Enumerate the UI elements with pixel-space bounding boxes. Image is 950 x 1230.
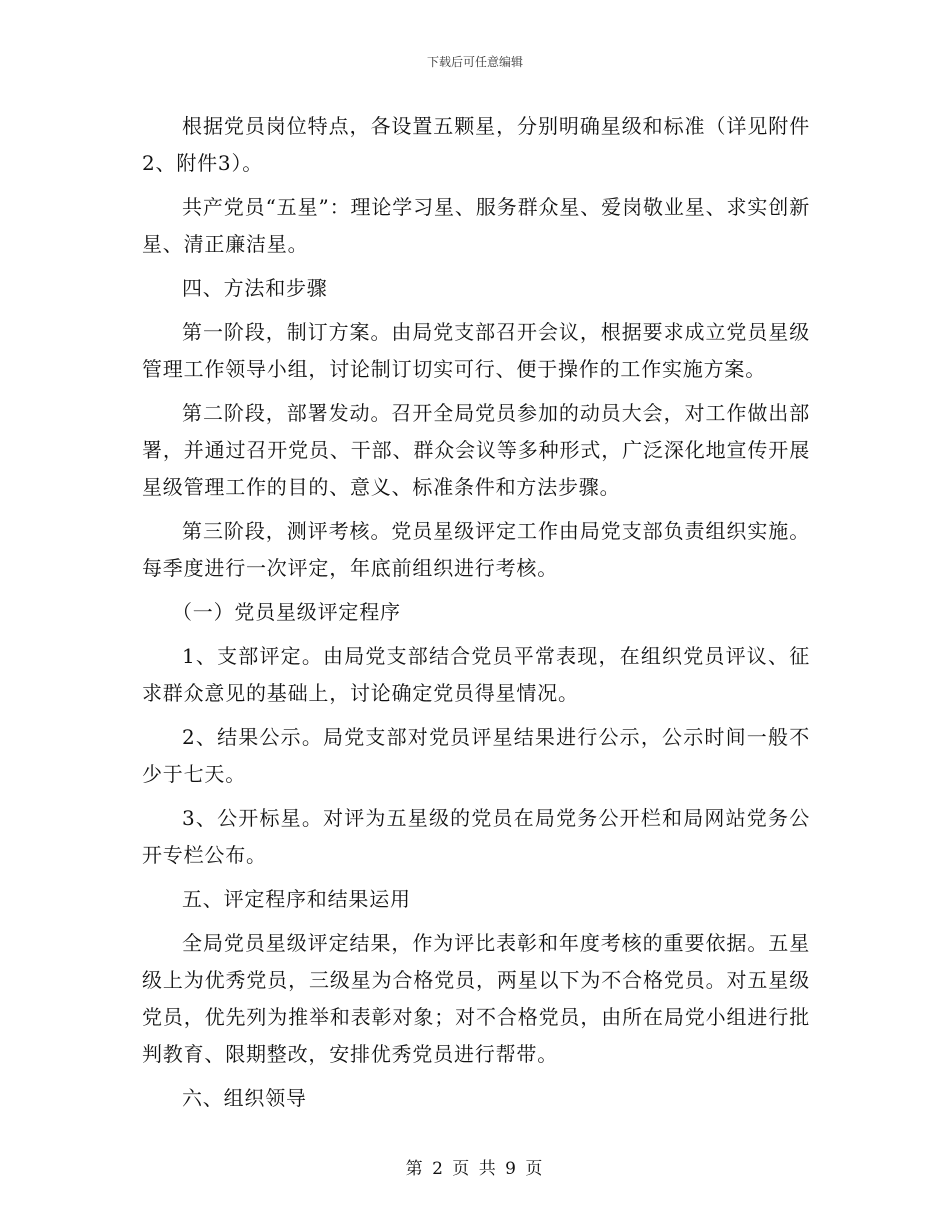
paragraph: 根据党员岗位特点，各设置五颗星，分别明确星级和标准（详见附件2、附件3）。 bbox=[142, 114, 810, 175]
paragraph: 第二阶段，部署发动。召开全局党员参加的动员大会，对工作做出部署，并通过召开党员、干部、群众会议等多种形式，广泛深化地宣传开展星级管理工作的目的、意义、标准条件和方法步骤。 bbox=[142, 401, 810, 499]
section-heading: 五、评定程序和结果运用 bbox=[182, 887, 411, 911]
subsection-heading: （一）党员星级评定程序 bbox=[172, 600, 401, 624]
page-footer: 第 2 页 共 9 页 bbox=[405, 1159, 545, 1179]
page-header: 下载后可任意编辑 bbox=[426, 55, 523, 69]
paragraph: 第一阶段，制订方案。由局党支部召开会议，根据要求成立党员星级管理工作领导小组，讨论制订切实可行、便于操作的工作实施方案。 bbox=[142, 320, 810, 381]
paragraph: 1、支部评定。由局党支部结合党员平常表现，在组织党员评议、征求群众意见的基础上，讨论确定党员得星情况。 bbox=[142, 644, 810, 705]
section-heading: 六、组织领导 bbox=[182, 1086, 307, 1110]
paragraph: 第三阶段，测评考核。党员星级评定工作由局党支部负责组织实施。每季度进行一次评定，年底前组织进行考核。 bbox=[142, 519, 810, 580]
document-body bbox=[142, 108, 810, 1124]
paragraph: 全局党员星级评定结果，作为评比表彰和年度考核的重要依据。五星级上为优秀党员，三级星为合格党员，两星以下为不合格党员。对五星级党员，优先列为推举和表彰对象；对不合格党员，由所在局党小组进行批判教育、限期整改，安排优秀党员进行帮带。 bbox=[142, 931, 810, 1066]
paragraph: 2、结果公示。局党支部对党员评星结果进行公示，公示时间一般不少于七天。 bbox=[142, 725, 810, 786]
paragraph: 共产党员“五星”：理论学习星、服务群众星、爱岗敬业星、求实创新星、清正廉洁星。 bbox=[142, 195, 810, 256]
paragraph: 3、公开标星。对评为五星级的党员在局党务公开栏和局网站党务公开专栏公布。 bbox=[142, 806, 810, 867]
section-heading: 四、方法和步骤 bbox=[182, 276, 328, 300]
